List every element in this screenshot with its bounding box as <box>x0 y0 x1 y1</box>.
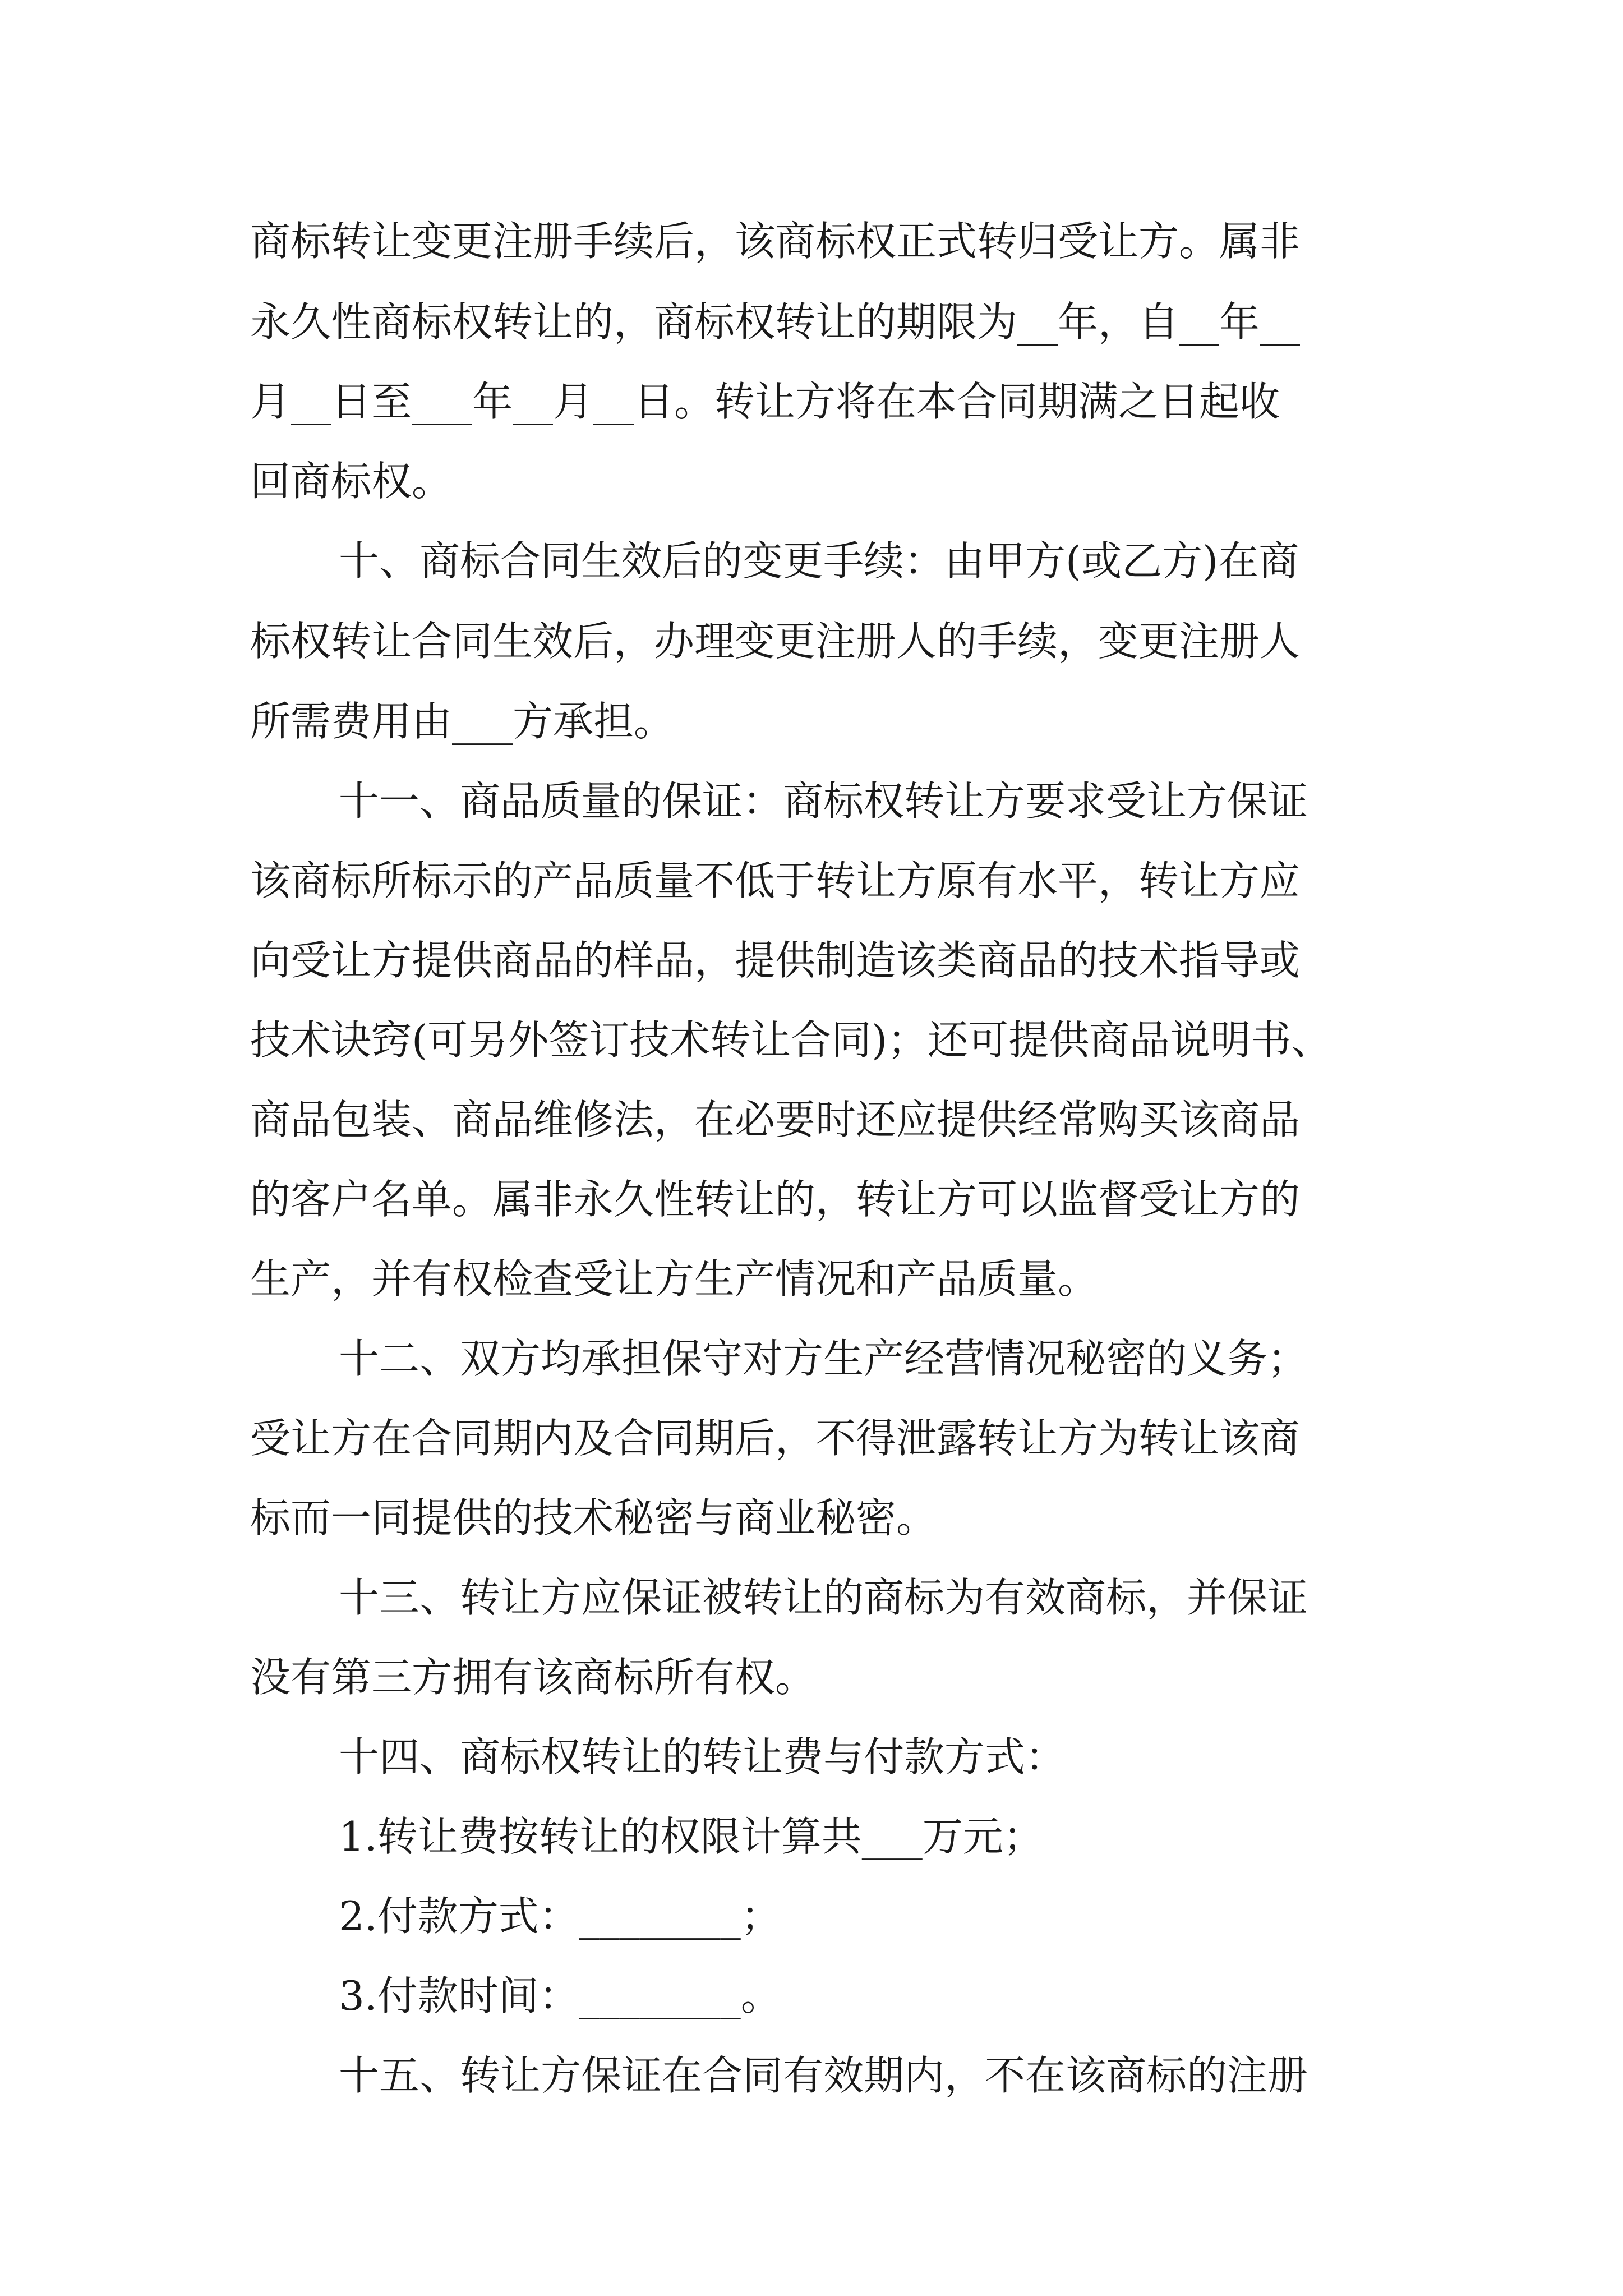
text-line: 商品包装、商品维修法，在必要时还应提供经常购买该商品 <box>250 1096 1301 1143</box>
text-line: 月__日至___年__月__日。转让方将在本合同期满之日起收 <box>250 378 1280 425</box>
text-line: 商标转让变更注册手续后，该商标权正式转归受让方。属非 <box>250 218 1301 265</box>
text-line: 十二、双方均承担保守对方生产经营情况秘密的义务； <box>339 1335 1308 1382</box>
text-line: 技术诀窍(可另外签订技术转让合同)；还可提供商品说明书、 <box>250 1016 1332 1064</box>
text-line: 永久性商标权转让的，商标权转让的期限为__年，自__年__ <box>250 298 1301 346</box>
text-line: 受让方在合同期内及合同期后，不得泄露转让方为转让该商 <box>250 1415 1301 1462</box>
text-line: 十一、商品质量的保证：商标权转让方要求受让方保证 <box>339 777 1308 825</box>
text-line: 生产，并有权检查受让方生产情况和产品质量。 <box>250 1255 1099 1303</box>
text-line: 标权转让合同生效后，办理变更注册人的手续，变更注册人 <box>250 618 1301 665</box>
text-line: 十四、商标权转让的转让费与付款方式： <box>339 1733 1066 1780</box>
text-line: 标而一同提供的技术秘密与商业秘密。 <box>250 1494 937 1542</box>
text-line: 十五、转让方保证在合同有效期内，不在该商标的注册 <box>339 2052 1308 2099</box>
text-line: 向受让方提供商品的样品，提供制造该类商品的技术指导或 <box>250 937 1301 984</box>
text-line: 没有第三方拥有该商标所有权。 <box>250 1654 816 1701</box>
text-line: 回商标权。 <box>250 458 453 505</box>
text-line: 的客户名单。属非永久性转让的，转让方可以监督受让方的 <box>250 1176 1301 1223</box>
text-line: 该商标所标示的产品质量不低于转让方原有水平，转让方应 <box>250 857 1301 904</box>
text-line: 3.付款时间：________。 <box>339 1972 781 2019</box>
text-line: 1.转让费按转让的权限计算共___万元； <box>339 1813 1044 1860</box>
text-line: 所需费用由___方承担。 <box>250 698 675 745</box>
text-line: 十三、转让方应保证被转让的商标为有效商标，并保证 <box>339 1574 1308 1621</box>
text-line: 十、商标合同生效后的变更手续：由甲方(或乙方)在商 <box>339 537 1299 585</box>
text-line: 2.付款方式：________； <box>339 1893 781 1940</box>
